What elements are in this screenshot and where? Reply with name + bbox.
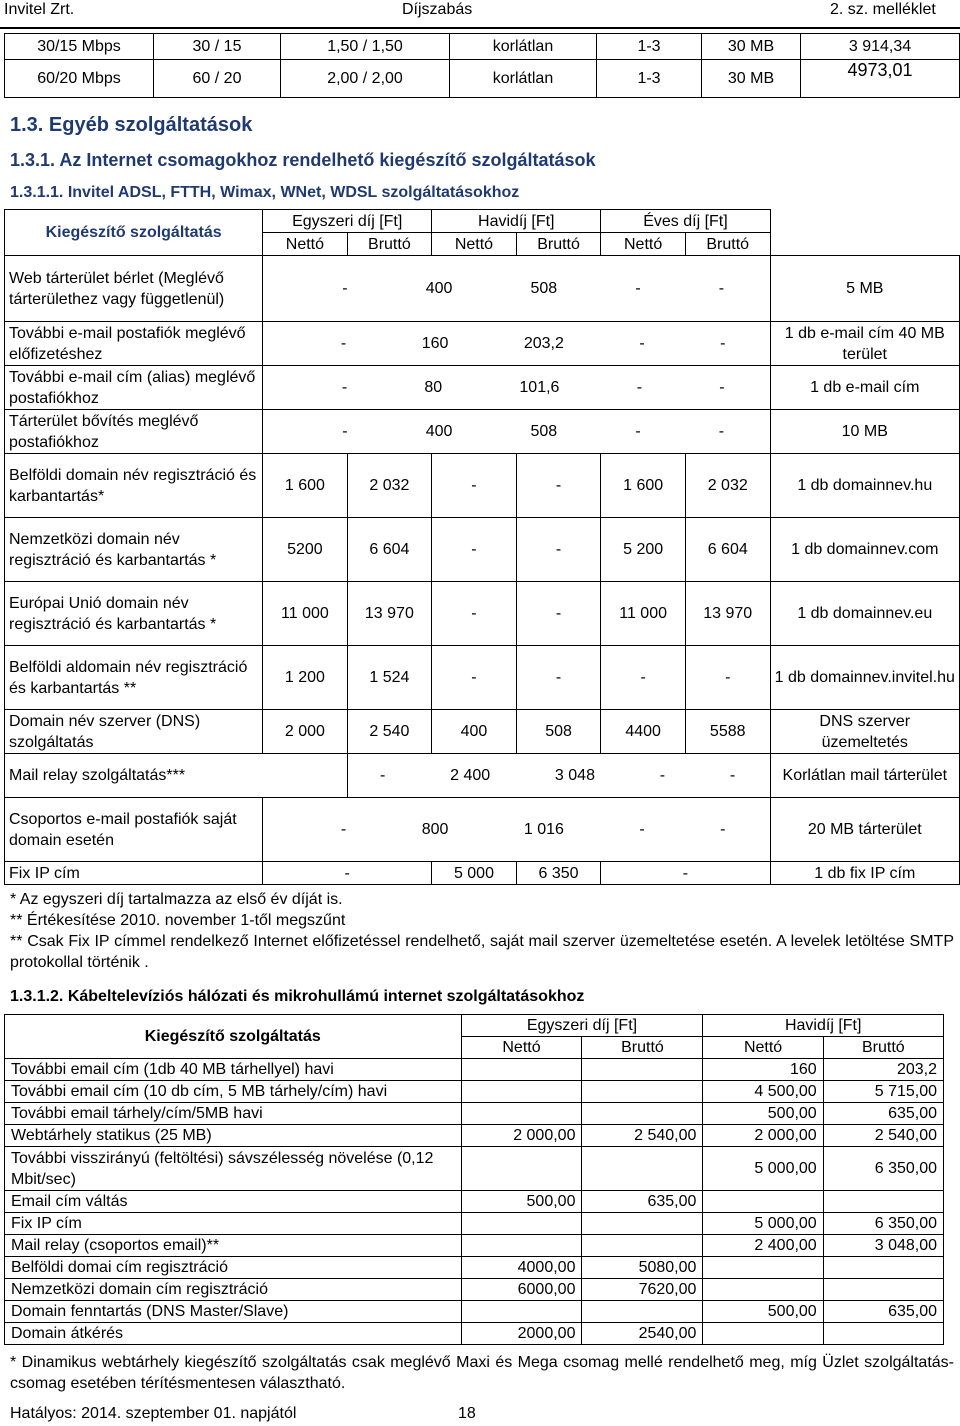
footnote-cable: * Dinamikus webtárhely kiegészítő szolgáltatás csak meglévő Maxi és Mega csomag mellé rendelhető meg, míg Üzlet szolgáltatás-csomag esetében térítésmentesen választható. <box>10 1354 954 1392</box>
col-header-onetime-2: Egyszeri díj [Ft] <box>461 1015 703 1037</box>
page-header <box>0 0 960 29</box>
table-row: Domain név szerver (DNS) szolgáltatás 2 000 2 540 400 508 4400 5588 DNS szerver üzemeltetés <box>5 710 960 754</box>
table-row: Mail relay szolgáltatás*** - 2 400 3 048 - - Korlátlan mail tárterület <box>5 754 960 798</box>
header-annex: 2. sz. melléklet <box>830 1 936 18</box>
header-company: Invitel Zrt. <box>4 1 75 18</box>
table-row: További visszirányú (feltöltési) sávszélesség növelése (0,12 Mbit/sec) 5 000,00 6 350,00 <box>5 1147 944 1191</box>
table-row: Belföldi aldomain név regisztráció és karbantartás ** 1 200 1 524 - - - - 1 db domainnev.invitel.hu <box>5 646 960 710</box>
table-row: Nemzetközi domain cím regisztráció 6000,00 7620,00 <box>5 1279 944 1301</box>
footnotes-adsl: * Az egyszeri díj tartalmazza az első év díját is. ** Értékesítése 2010. november 1-től megszűnt ** Csak Fix IP címmel rendelkező Internet előfizetéssel rendelhető, saját mail szerver üzemeltetése esetén. A levelek letöltése SMTP protokollal történik . <box>10 891 954 971</box>
table-row: Európai Unió domain név regisztráció és karbantartás * 11 000 13 970 - - 11 000 13 970 1 db domainnev.eu <box>5 582 960 646</box>
col-header-onetime: Egyszeri díj [Ft] <box>263 210 432 233</box>
table-row: Webtárhely statikus (25 MB) 2 000,00 2 540,00 2 000,00 2 540,00 <box>5 1125 944 1147</box>
col-header-yearly: Éves díj [Ft] <box>601 210 770 233</box>
col-header-monthly-2: Havidíj [Ft] <box>703 1015 944 1037</box>
heading-adsl-services: 1.3.1.1. Invitel ADSL, FTTH, Wimax, WNet, WDSL szolgáltatásokhoz <box>10 184 520 201</box>
validity-date: Hatályos: 2014. szeptember 01. napjától <box>10 1405 297 1422</box>
table-row: Tárterület bővítés meglévő postafiókhoz - 400 508 - - 10 MB <box>5 410 960 454</box>
table-row: Web tárterület bérlet (Meglévő tárterülethez vagy függetlenül) - 400 508 - - 5 MB <box>5 256 960 322</box>
table-row: Nemzetközi domain név regisztráció és karbantartás * 5200 6 604 - - 5 200 6 604 1 db domainnev.com <box>5 518 960 582</box>
table-row: Email cím váltás 500,00 635,00 <box>5 1191 944 1213</box>
heading-cable-services: 1.3.1.2. Kábeltelevíziós hálózati és mikrohullámú internet szolgáltatásokhoz <box>10 988 585 1005</box>
table-row: Fix IP cím - 5 000 6 350 - 1 db fix IP cím <box>5 862 960 885</box>
table-row: Belföldi domain név regisztráció és karbantartás* 1 600 2 032 - - 1 600 2 032 1 db domainnev.hu <box>5 454 960 518</box>
addon-table-adsl: Kiegészítő szolgáltatás Egyszeri díj [Ft] Havidíj [Ft] Éves díj [Ft] Nettó Bruttó Nettó Bruttó Nettó Bruttó Web tárterület bérlet (Meglévő tárterülethez vagy függetlenül) - 400 508 - - 5 MB További e-mail postafiók meglévő előfizetéshez - 160 203,2 - - 1 db e-mail cím 40 MB terület További e-mail cím (alias) meglévő postafiókhoz - 80 101,6 - - 1 db e-mail cím Tárterület bővítés meglévő postafiókhoz - 400 508 - - 10 MB Belföldi domain név regisztráció és karbantartás* 1 600 2 032 - - 1 600 2 032 1 db domainnev.hu Nemzetközi domain név regisztráció és karbantartás * 5200 6 604 - - 5 200 6 604 1 db domainnev.com Európai Unió domain név regisztráció és karbantartás * 11 000 13 970 - - 11 000 13 970 1 db domainnev.eu Belföldi aldomain név regisztráció és karbantartás ** 1 200 1 524 - - - - 1 db domainnev.invitel.hu Domain név szerver (DNS) szolgáltatás 2 000 2 540 400 508 4400 5588 DNS szerver üzemeltetés Mail relay szolgáltatás*** - 2 400 3 048 - - Korlátlan mail tárterület Csoportos e-mail postafiók saját domain esetén - 800 1 016 - - 20 MB tárterület Fix IP cím - 5 000 6 350 - 1 db fix IP cím <box>4 209 960 885</box>
table-row: Fix IP cím 5 000,00 6 350,00 <box>5 1213 944 1235</box>
table-row: Mail relay (csoportos email)** 2 400,00 3 048,00 <box>5 1235 944 1257</box>
package-table <box>4 33 960 98</box>
col-header-monthly: Havidíj [Ft] <box>432 210 601 233</box>
addon-table-cable: Kiegészítő szolgáltatás Egyszeri díj [Ft] Havidíj [Ft] Nettó Bruttó Nettó Bruttó További email cím (1db 40 MB tárhellyel) havi 160 203,2 További email cím (10 db cím, 5 MB tárhely/cím) havi 4 500,00 5 715,00 További email tárhely/cím/5MB havi 500,00 635,00 Webtárhely statikus (25 MB) 2 000,00 2 540,00 2 000,00 2 540,00 További visszirányú (feltöltési) sávszélesség növelése (0,12 Mbit/sec) 5 000,00 6 350,00 Email cím váltás 500,00 635,00 Fix IP cím 5 000,00 6 350,00 Mail relay (csoportos email)** 2 400,00 3 048,00 Belföldi domai cím regisztráció 4000,00 5080,00 Nemzetközi domain cím regisztráció 6000,00 7620,00 Domain fenntartás (DNS Master/Slave) 500,00 635,00 Domain átkérés 2000,00 2540,00 <box>4 1014 944 1345</box>
heading-internet-addons: 1.3.1. Az Internet csomagokhoz rendelhető kiegészítő szolgáltatások <box>10 150 596 170</box>
table-row: További email cím (1db 40 MB tárhellyel) havi 160 203,2 <box>5 1059 944 1081</box>
table-row: 60/20 Mbps 60 / 20 2,00 / 2,00 korlátlan 1-3 30 MB 4973,01 <box>5 60 960 98</box>
table-row: Csoportos e-mail postafiók saját domain esetén - 800 1 016 - - 20 MB tárterület <box>5 798 960 862</box>
table-row: Domain átkérés 2000,00 2540,00 <box>5 1323 944 1345</box>
col-header-service: Kiegészítő szolgáltatás <box>5 210 263 256</box>
table-row: További email cím (10 db cím, 5 MB tárhely/cím) havi 4 500,00 5 715,00 <box>5 1081 944 1103</box>
table-row: Domain fenntartás (DNS Master/Slave) 500,00 635,00 <box>5 1301 944 1323</box>
page-number: 18 <box>458 1405 476 1422</box>
table-row: További e-mail postafiók meglévő előfizetéshez - 160 203,2 - - 1 db e-mail cím 40 MB terület <box>5 322 960 366</box>
table-row: További e-mail cím (alias) meglévő postafiókhoz - 80 101,6 - - 1 db e-mail cím <box>5 366 960 410</box>
table-row: További email tárhely/cím/5MB havi 500,00 635,00 <box>5 1103 944 1125</box>
header-title: Díjszabás <box>402 1 473 18</box>
col-header-service-2: Kiegészítő szolgáltatás <box>5 1015 462 1059</box>
heading-other-services: 1.3. Egyéb szolgáltatások <box>10 114 253 136</box>
table-row: Belföldi domai cím regisztráció 4000,00 5080,00 <box>5 1257 944 1279</box>
table-row: 30/15 Mbps 30 / 15 1,50 / 1,50 korlátlan 1-3 30 MB 3 914,34 <box>5 34 960 60</box>
